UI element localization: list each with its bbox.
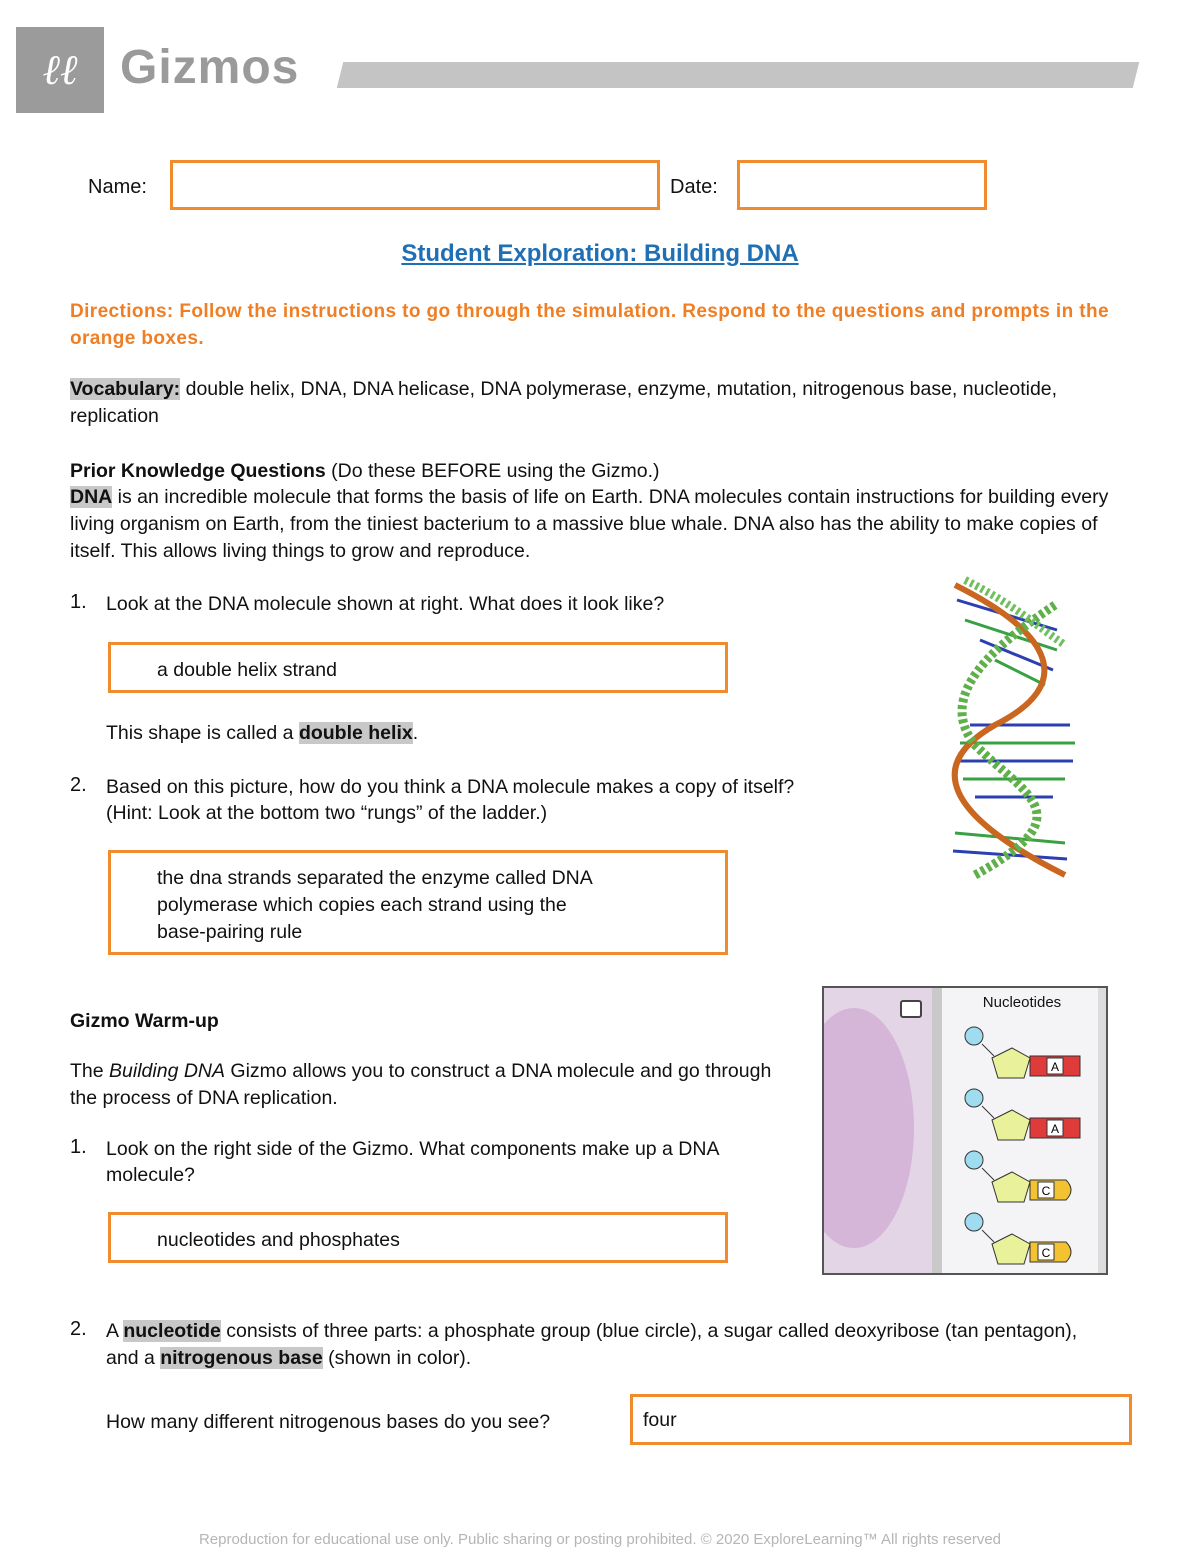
pk-q2-line1: Based on this picture, how do you think a DNA molecule makes a copy of itself? [106,776,795,798]
cell-nucleus [822,1008,914,1248]
wu-q1-number: 1. [70,1136,87,1158]
prior-knowledge-note: (Do these BEFORE using the Gizmo.) [325,460,660,482]
pk-q2-answer-line: the dna strands separated the enzyme called DNA [157,867,593,889]
date-field[interactable] [737,160,987,210]
shape-pre: This shape is called a [106,722,299,744]
wu-q3-text: How many different nitrogenous bases do you see? [106,1411,551,1433]
panel-scrollbar[interactable] [1098,988,1108,1275]
base-label: C [1041,1246,1051,1260]
warmup-intro-post: Gizmo allows you to construct a DNA molecule and go through the process of DNA replication. [70,1060,772,1109]
header-bar [337,62,1139,88]
logo-glyph: ℓℓ [42,45,78,94]
pk-q1-answer[interactable]: a double helix strand [108,642,728,693]
gizmo-cell-view [824,988,932,1275]
date-label: Date: [670,176,718,198]
wu-q2-b: consists of three parts: a phosphate group (blue circle), a sugar called deoxyribose (tan pentagon), and a [106,1320,1078,1369]
name-field[interactable] [170,160,660,210]
nucleotide-item[interactable] [965,1027,1080,1078]
nucleotides-title: Nucleotides [982,994,1062,1011]
brand-name: Gizmos [120,41,300,94]
nucleotide-term: nucleotide [123,1320,221,1342]
wu-q2-text [106,1318,1106,1372]
base-label: A [1050,1060,1060,1074]
nucleotides-panel [822,986,1108,1275]
panel-divider [932,988,942,1275]
pk-q1-number: 1. [70,591,87,613]
gizmo-name: Building DNA [109,1060,226,1082]
pk-q2-answer[interactable] [108,850,728,955]
wu-q1-text: Look on the right side of the Gizmo. What components make up a DNA molecule? [106,1138,719,1186]
nucleotide-list [954,1018,1094,1273]
brand-logo [16,27,104,113]
prior-knowledge-heading [70,458,1130,485]
nucleotide-item[interactable] [965,1089,1080,1140]
nucleotide-item[interactable] [965,1151,1071,1202]
camera-icon[interactable] [900,1000,922,1018]
page-title: Student Exploration: Building DNA [401,240,799,267]
wu-q1-answer[interactable]: nucleotides and phosphates [108,1212,728,1263]
wu-q2-number: 2. [70,1318,87,1340]
warmup-heading: Gizmo Warm-up [70,1010,219,1032]
vocabulary [70,376,1130,430]
pk-q2-line2: (Hint: Look at the bottom two “rungs” of the ladder.) [106,802,548,824]
nucleotide-item[interactable] [965,1213,1071,1264]
wu-q2-c: (shown in color). [322,1347,472,1369]
warmup-intro-pre: The [70,1060,110,1082]
pk-q2-answer-line: polymerase which copies each strand using the [157,894,567,916]
dna-term: DNA [70,486,113,508]
nitrogenous-base-term: nitrogenous base [160,1347,323,1369]
double-helix-term: double helix [298,722,413,744]
prior-knowledge-title: Prior Knowledge Questions [70,460,326,482]
shape-post: . [412,722,419,744]
directions: Directions: Follow the instructions to go through the simulation. Respond to the questions and prompts in the orange boxes. [70,301,1109,349]
pk-q2-answer-line: base-pairing rule [157,921,303,943]
wu-q2-a: A [106,1320,124,1342]
intro-text: is an incredible molecule that forms the basis of life on Earth. DNA molecules contain instructions for building every living organism on Earth, from the tiniest bacterium to a massive blue whale. DNA also has the ability to make copies of itself. This allows living things to grow and reproduce. [70,486,1109,562]
vocabulary-label: Vocabulary: [70,378,181,400]
base-label: C [1041,1184,1051,1198]
wu-q3-answer[interactable]: four [630,1394,1132,1445]
prior-knowledge-intro [70,484,1130,565]
footer-notice: Reproduction for educational use only. Public sharing or posting prohibited. © 2020 ExploreLearning™ All rights reserved [198,1531,1002,1548]
pk-q1-text: Look at the DNA molecule shown at right. What does it look like? [106,593,665,615]
name-label: Name: [88,176,147,198]
vocabulary-list: double helix, DNA, DNA helicase, DNA polymerase, enzyme, mutation, nitrogenous base, nucleotide, replication [70,378,1058,427]
shape-sentence [106,720,886,746]
warmup-intro [70,1058,790,1112]
pk-q2-number: 2. [70,774,87,796]
base-label: A [1050,1122,1060,1136]
dna-helix-image [935,575,1085,895]
